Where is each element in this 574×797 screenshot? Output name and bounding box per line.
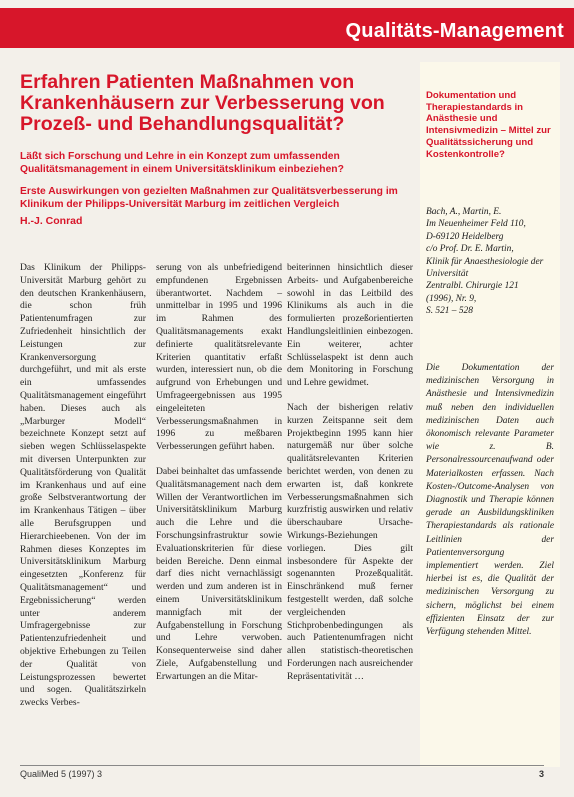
page-number: 3 [538, 769, 544, 779]
article-title: Erfahren Patienten Maßnahmen von Krankenhäusern zur Verbesserung von Prozeß- und Behandlungsqualität? [20, 71, 385, 135]
author: H.-J. Conrad [20, 215, 83, 228]
journal-citation: QualiMed 5 (1997) 3 [20, 769, 103, 779]
article-header [20, 72, 415, 228]
sidebar-reference [426, 206, 554, 318]
paragraph: Dabei beinhaltet das umfassende Qualitätsmanagement nach dem Willen der Verantwortlichen im Universitätsklinikum Marburg auch die Lehre und die Forschungsinfrastruktur sowie Evaluationskriterien für diese beiden Bereiche. Denn einmal darf dies nicht vernachlässigt werden und zum anderen ist in einem Universitätsklinikum mannigfach mit der Aufgabenstellung in Forschung und Lehre verwoben. Konsequenterweise sind daher Ziele, Aufgabenstellung und Erwartungen an die Mitar- [156, 465, 283, 682]
reference-line: D-69120 Heidelberg [426, 231, 504, 242]
body-column-2 [156, 262, 282, 696]
reference-line: S. 521 – 528 [426, 306, 473, 317]
sidebar-box [420, 62, 560, 767]
reference-line: c/o Prof. Dr. E. Martin, [426, 244, 514, 255]
reference-line: Klinik für Anaesthesiologie der Universität [426, 256, 544, 280]
section-header-bar [0, 8, 574, 48]
reference-line: (1996), Nr. 9, [426, 293, 477, 304]
lead-subtitle: Erste Auswirkungen von gezielten Maßnahmen zur Qualitätsverbesserung im Klinikum der Philipps-Universität Marburg im zeitlichen Vergleich [20, 186, 398, 210]
reference-line: Bach, A., Martin, E. [426, 207, 502, 217]
paragraph: serung von als unbefriedigend empfundenen Ergebnissen überantwortet. Nachdem – unmittelbar in 1995 und 1996 im Rahmen des Qualitätsmanagements exakt definierte qualitätsrelevante Kriterien quantitativ erfaßt wurden, interessiert nun, ob die aufgrund von Erhebungen und Umfrageergebnissen aus 1995 eingeleiteten Verbesserungsmaßnahmen in 1996 zu meßbaren Verbesserungen geführt haben. [156, 262, 282, 453]
paragraph: Das Klinikum der Philipps-Universität Marburg gehört zu den deutschen Krankenhäusern, die schon früh Patientenumfragen zur Zufriedenheit hinsichtlich der Leistungen zur Krankenversorgung durchgeführt, und mit als erste ein umfassendes Qualitätsmanagement eingeführt haben. Dieses auch als „Marburger Modell“ bezeichnete Konzept setzt auf sieben wegen Schlüsselaspekte mit diversen Unterpunkten zur Qualitätsförderung von Qualität im Krankenhaus und auf eine große Selbstverantwortung der im Krankenhaus Tätigen – über alle Berufsgruppen und Hierarchieebenen. Von der im Rahmen dieses Konzeptes im Universitätsklinikum Marburg eingesetzten „Konferenz für Qualitätsmanagement“ und Ergebnissicherung“ werden unter anderem Umfragergebnisse zur Patientenzufriedenheit und objektive Erhebungen zu Teilen der Qualität von Leistungsprozessen bewertet und sogen. Qualitätszirkeln zwecks Verbes- [20, 262, 146, 709]
sidebar-title: Dokumentation und Therapiestandards in Anästhesie und Intensivmedizin – Mittel zur Qualitätssicherung und Kostenkontrolle? [426, 90, 551, 160]
body-column-1 [20, 262, 146, 722]
sidebar-abstract: Die Dokumentation der medizinischen Versorgung in Anästhesie und Intensivmedizin muß neben den individuellen medizinischen Daten auch ökonomisch relevante Parameter wie z. B. Personalressourcenaufwand oder Materialkosten erfassen. Nach Kosten-/Outcome-Analysen von Diagnostik und Therapie können gerade an Ausbildungskliniken Therapiestandards als rationale Leitlinien der Patientenversorgung implementiert werden. Ziel hierbei ist es, die Qualität der medizinischen Versorgung zu sichern, möglichst bei einem effizienten Einsatz der zur Verfügung stehenden Mittel. [426, 363, 554, 638]
section-title: Qualitäts-Management [345, 20, 564, 42]
reference-line: Im Neuenheimer Feld 110, [426, 219, 526, 230]
paragraph: beiterinnen hinsichtlich dieser Arbeits- und Aufgabenbereiche sowohl in das Leitbild des Klinikums als auch in die formulierten prozeßorientierten Handlungsleitlinien einbezogen. Ein weiterer, achter Schlüsselaspekt ist denn auch dem Monitoring in Forschung und Lehre gewidmet. [287, 262, 413, 389]
lead-question: Läßt sich Forschung und Lehre in ein Konzept zum umfassenden Qualitätsmanagement in einem Universitätsklinikum einbeziehen? [20, 151, 344, 175]
paragraph: Nach der bisherigen relativ kurzen Zeitspanne seit dem Projektbeginn 1995 kann hier naturgemäß nur über solche qualitätsrelevanten Kriterien berichtet werden, von denen zu erwarten ist, daß konkrete Verbesserungsmaßnahmen sich kurzfristig auswirken und relativ überschaubare Ursache-Wirkungs-Beziehungen vorliegen. Dies gilt insbesondere für Aspekte der sogenannten Prozeßqualität. Einschränkend muß ferner festgestellt werden, daß solche vergleichenden Stichprobenbedingungen als auch Patientenumfragen nicht allen statistisch-theoretischen Forderungen nach ausreichender Repräsentativität … [287, 401, 413, 682]
reference-line: Zentralbl. Chirurgie 121 [426, 281, 519, 292]
body-column-3 [287, 262, 413, 696]
page-footer [20, 765, 544, 779]
